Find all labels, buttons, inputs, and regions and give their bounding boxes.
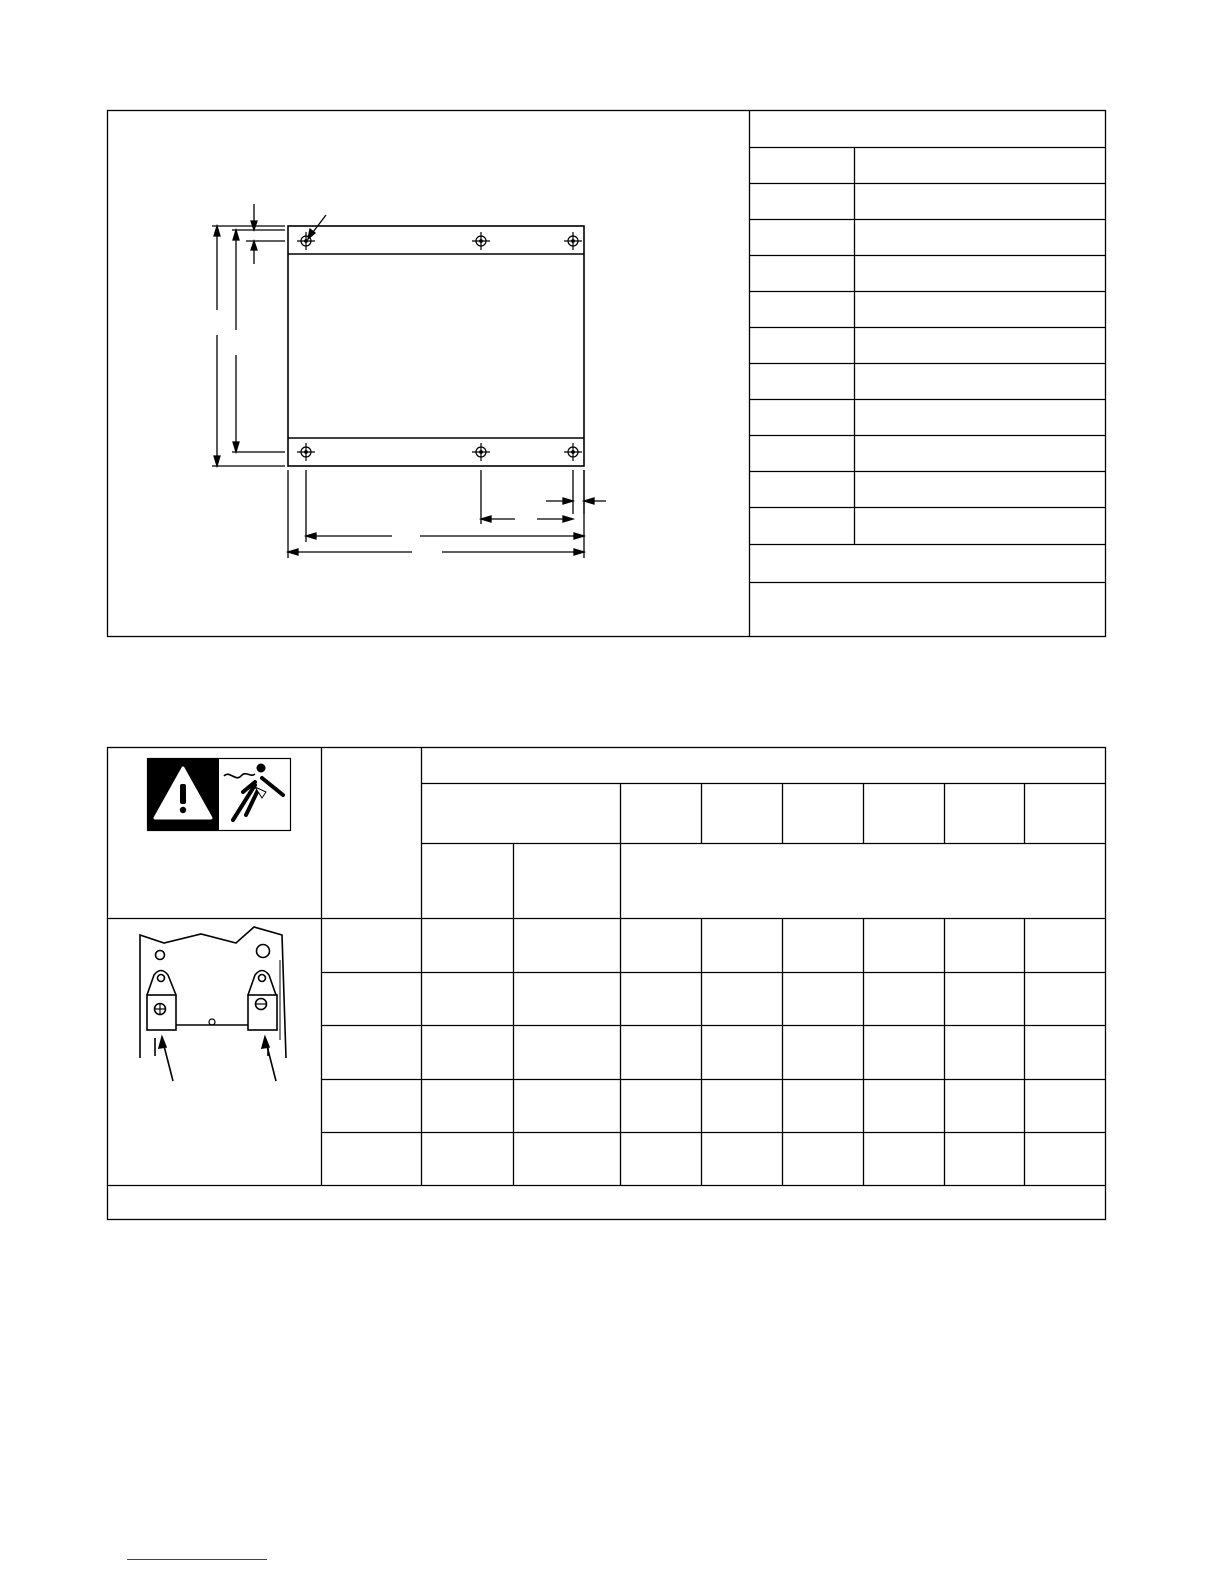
mounting-hole [564, 443, 582, 461]
mounting-hole [472, 443, 490, 461]
mounting-hole [297, 443, 315, 461]
dimension-table [749, 147, 1105, 583]
horizontal-dimension-lines [288, 470, 606, 558]
footer-link-underline [127, 1559, 267, 1560]
positive-terminal [147, 971, 176, 1031]
vertical-dimension-lines [212, 204, 285, 466]
mounting-hole [472, 232, 490, 250]
warning-electric-shock-icon [147, 758, 291, 831]
mounting-hole [564, 232, 582, 250]
mounting-base-outline [288, 226, 584, 466]
hole-leader-arrow [308, 215, 326, 239]
terminal-leader-arrows [159, 1037, 276, 1081]
dimensions-section-frame [108, 111, 1106, 637]
mounting-holes [297, 232, 582, 461]
negative-terminal [248, 971, 277, 1031]
